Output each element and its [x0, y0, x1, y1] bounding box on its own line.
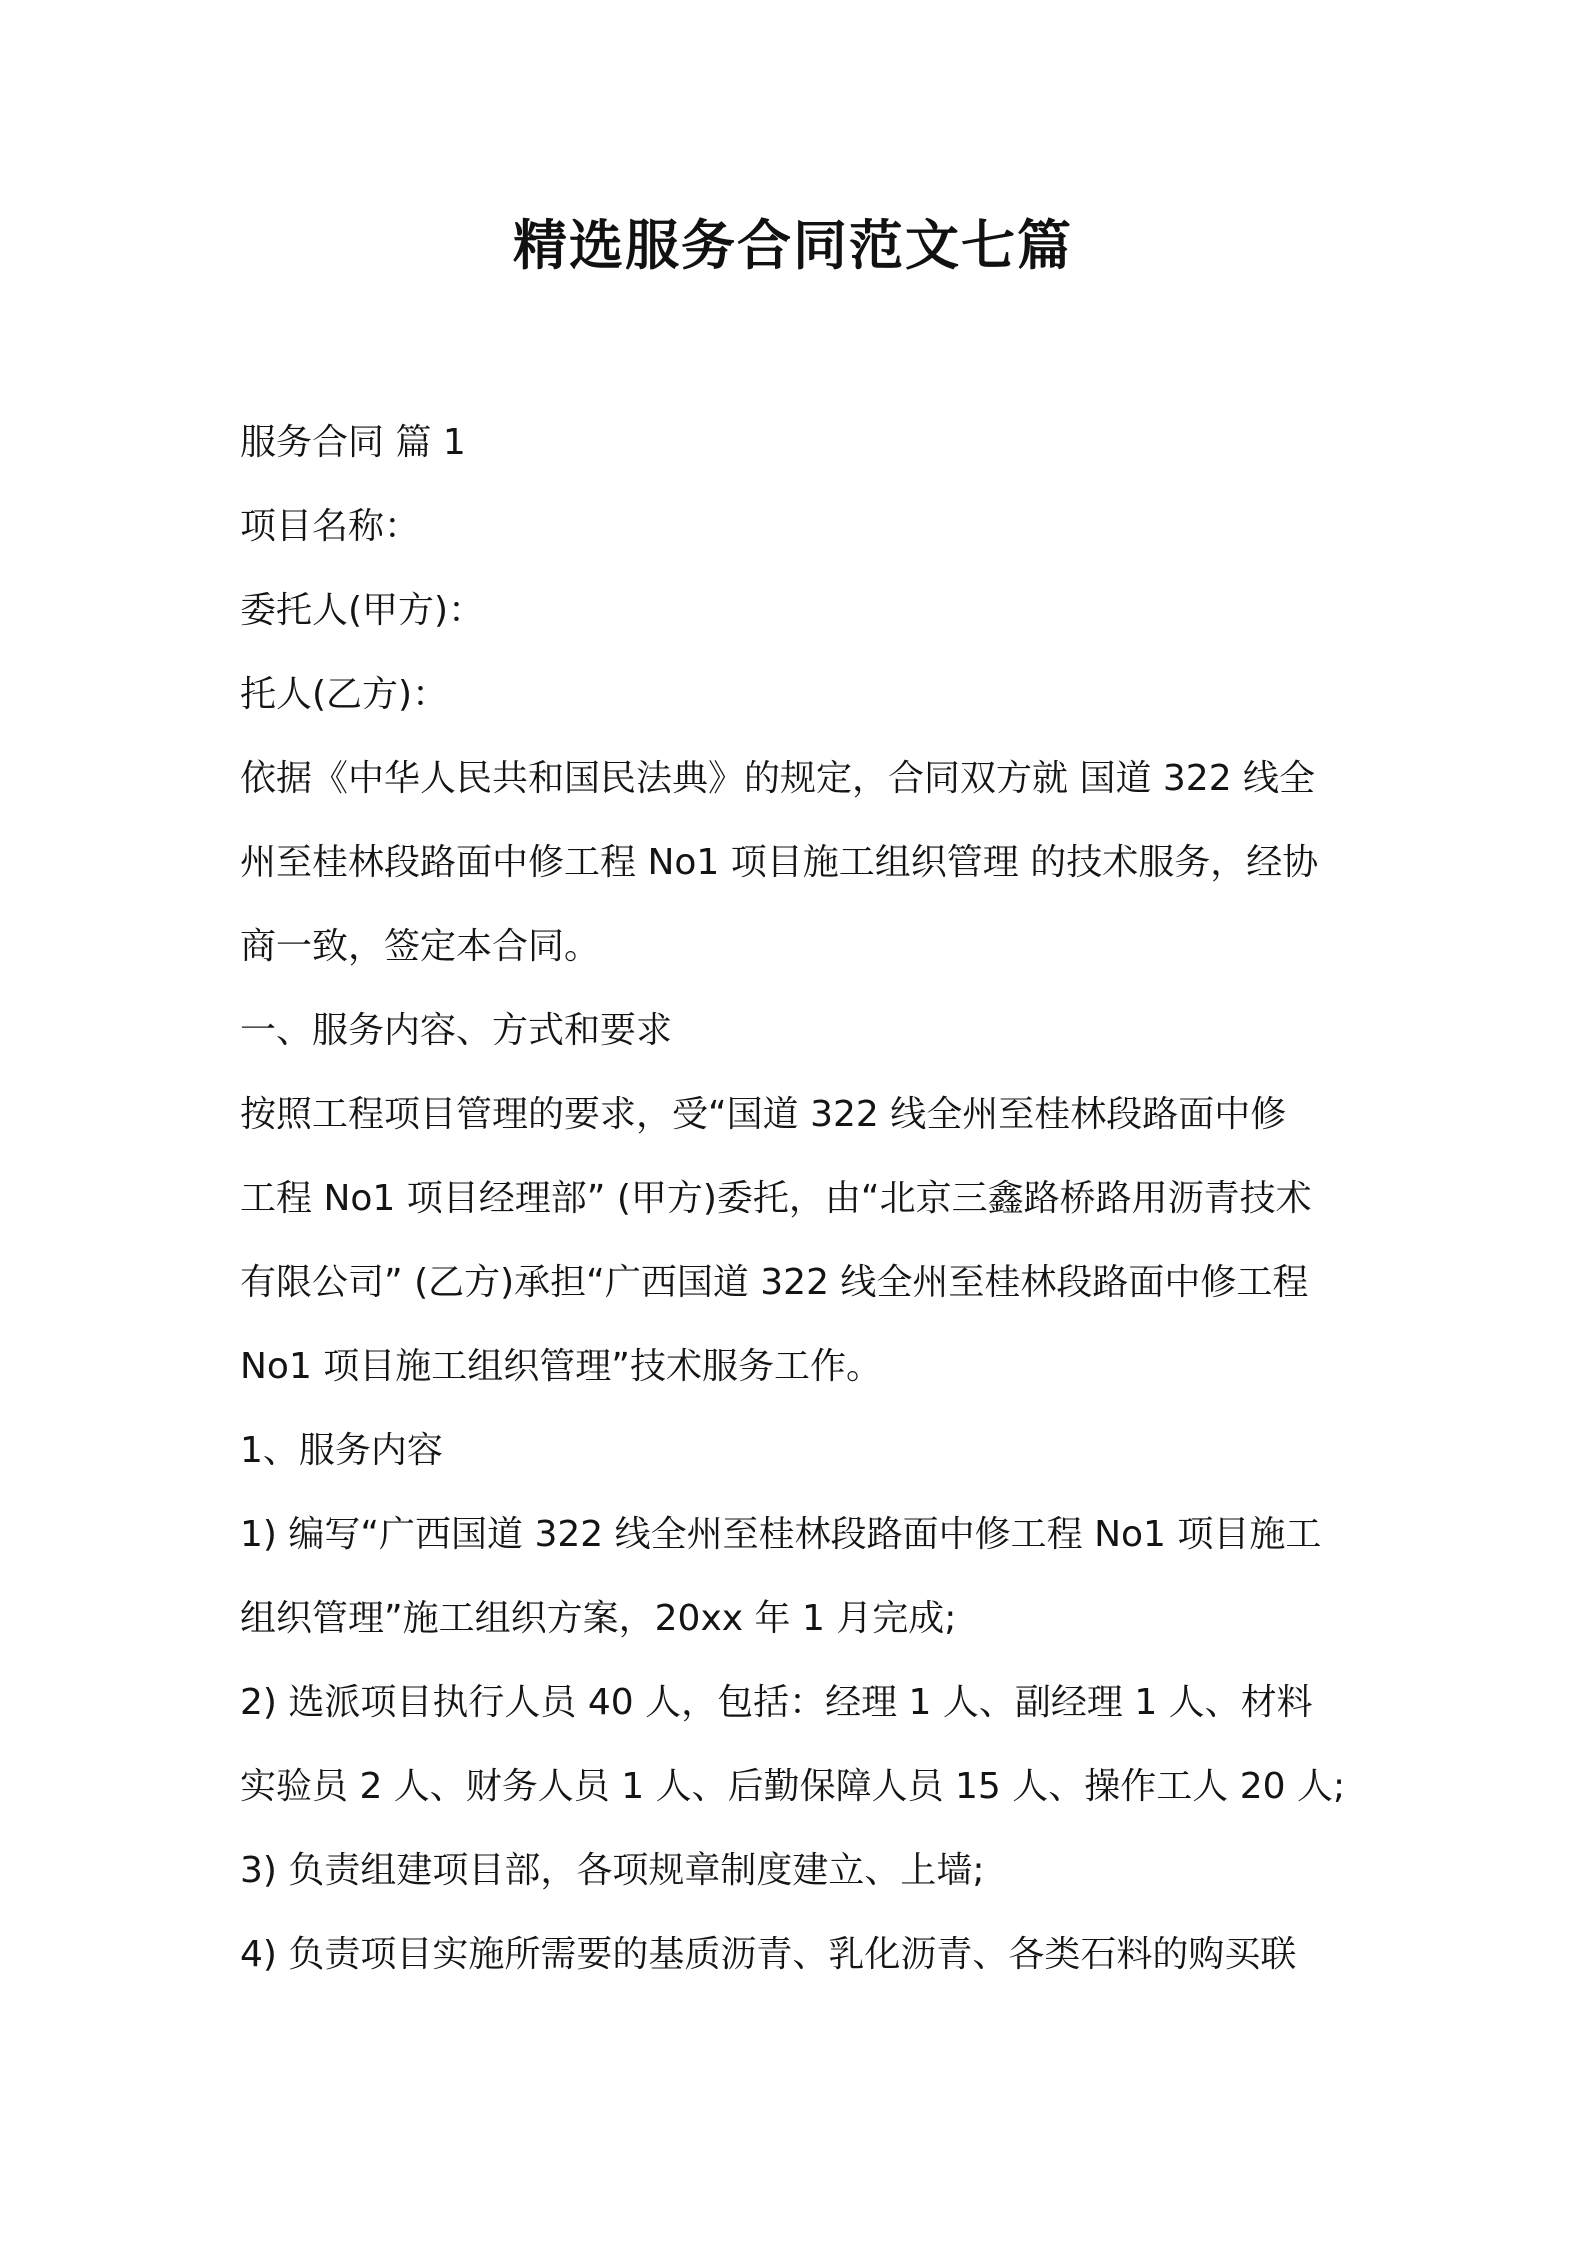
text-line: 项目名称：: [240, 506, 421, 547]
list-item: 2) 选派项目执行人员 40 人，包括：经理 1 人、副经理 1 人、材料: [240, 1682, 1313, 1723]
list-item: 4) 负责项目实施所需要的基质沥青、乳化沥青、各类石料的购买联: [240, 1934, 1297, 1975]
list-item: 3) 负责组建项目部，各项规章制度建立、上墙;: [240, 1850, 985, 1891]
text-line: 实验员 2 人、财务人员 1 人、后勤保障人员 15 人、操作工人 20 人;: [240, 1766, 1346, 1807]
text-line: 商一致，签定本合同。: [240, 926, 601, 967]
text-line: 州至桂林段路面中修工程 No1 项目施工组织管理 的技术服务，经协: [240, 842, 1319, 883]
text-line: 组织管理”施工组织方案，20xx 年 1 月完成;: [240, 1598, 957, 1639]
section-heading: 一、服务内容、方式和要求: [240, 1010, 673, 1051]
text-line: 工程 No1 项目经理部” (甲方)委托，由“北京三鑫路桥路用沥青技术: [240, 1178, 1312, 1219]
text-line: 依据《中华人民共和国民法典》的规定，合同双方就 国道 322 线全: [240, 758, 1316, 799]
subsection-heading: 1、服务内容: [240, 1430, 443, 1471]
text-line: 有限公司” (乙方)承担“广西国道 322 线全州至桂林段路面中修工程: [240, 1262, 1309, 1303]
list-item: 1) 编写“广西国道 322 线全州至桂林段路面中修工程 No1 项目施工: [240, 1514, 1322, 1555]
text-line: 委托人(甲方)：: [240, 590, 485, 631]
text-line: No1 项目施工组织管理”技术服务工作。: [240, 1346, 882, 1387]
document-title: 精选服务合同范文七篇: [513, 214, 1073, 277]
text-line: 按照工程项目管理的要求，受“国道 322 线全州至桂林段路面中修: [240, 1094, 1287, 1135]
text-line: 托人(乙方)：: [240, 674, 449, 715]
document-body: [240, 401, 1350, 1997]
text-line: 服务合同 篇 1: [240, 422, 466, 463]
